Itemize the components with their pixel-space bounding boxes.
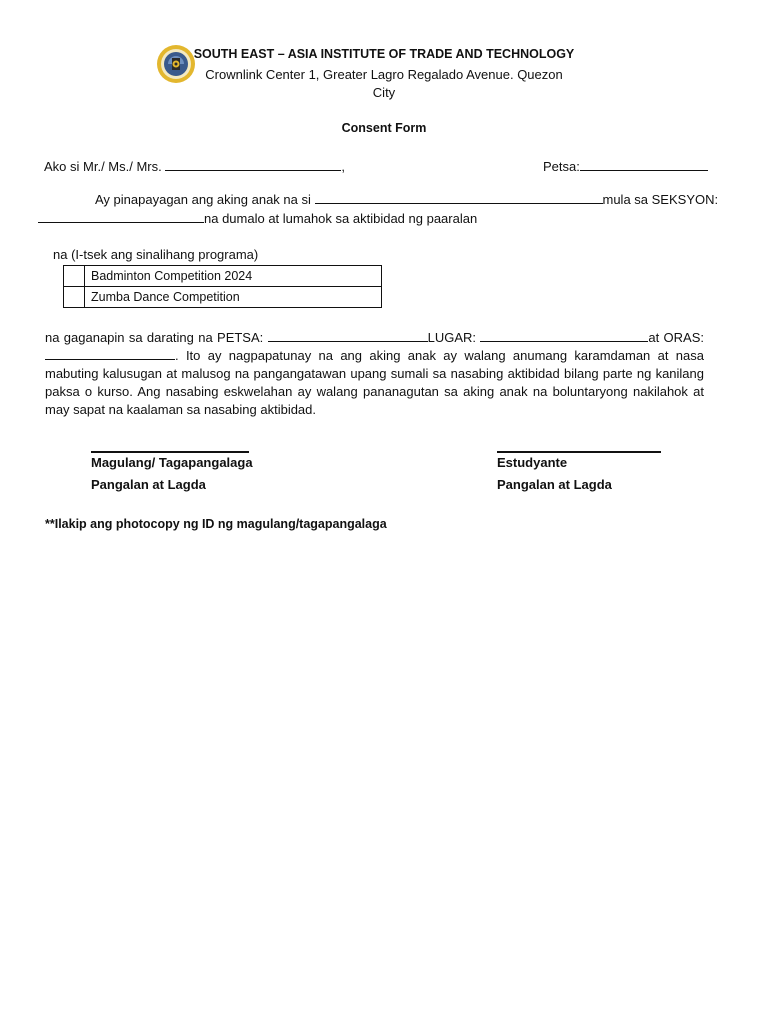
program-checkbox[interactable] <box>64 287 85 308</box>
parent-role-label: Magulang/ Tagapangalaga <box>91 455 253 470</box>
date-label: Petsa: <box>543 159 580 174</box>
form-title: Consent Form <box>341 121 427 135</box>
parent-signature-line[interactable] <box>91 451 249 453</box>
section-field[interactable] <box>38 210 204 223</box>
footnote: **Ilakip ang photocopy ng ID ng magulang/tagapangalaga <box>45 517 387 531</box>
program-row <box>64 266 382 287</box>
section-label: mula sa SEKSYON: <box>602 192 719 207</box>
time-field[interactable] <box>45 348 175 360</box>
program-checklist <box>63 265 382 308</box>
attend-line <box>38 210 477 226</box>
place-field[interactable] <box>480 330 648 342</box>
comma-text: , <box>341 159 345 174</box>
institution-address: Crownlink Center 1, Greater Lagro Regalado Avenue. Quezon City <box>205 67 563 100</box>
date-field[interactable] <box>580 158 708 171</box>
program-label: Badminton Competition 2024 <box>85 266 382 287</box>
event-date-field[interactable] <box>268 330 428 342</box>
student-caption-label: Pangalan at Lagda <box>497 477 612 492</box>
student-role-label: Estudyante <box>497 455 568 470</box>
parent-prefix-label: Ako si Mr./ Ms./ Mrs. <box>44 159 162 174</box>
child-name-field[interactable] <box>315 191 603 204</box>
parent-name-line <box>44 158 345 174</box>
parent-name-field[interactable] <box>165 158 341 171</box>
attend-label: na dumalo at lumahok sa aktibidad ng paaralan <box>204 211 478 226</box>
permission-line <box>95 191 718 207</box>
institution-name: SOUTH EAST – ASIA INSTITUTE OF TRADE AND TECHNOLOGY <box>193 47 575 61</box>
consent-paragraph <box>45 329 704 419</box>
permission-label: Ay pinapayagan ang aking anak na si <box>95 192 311 207</box>
place-label: LUGAR: <box>427 330 477 345</box>
date-line <box>543 158 708 174</box>
student-signature-line[interactable] <box>497 451 661 453</box>
para-body-text: . Ito ay nagpapatunay na ang aking anak ay walang anumang karamdaman at nasa mabuting kalusugan at malusog na pangangatawan upang sumali sa nasabing aktibidad bilang parte ng kanilang paksa o kurso. Ang nasabing eskwelahan ay walang pananagutan sa aking anak na boluntaryong nakilahok at may sapat na kaalaman sa nasabing aktibidad. <box>45 348 704 417</box>
program-label: Zumba Dance Competition <box>85 287 382 308</box>
program-checkbox[interactable] <box>64 266 85 287</box>
time-label: at ORAS: <box>648 330 704 345</box>
program-row <box>64 287 382 308</box>
para-lead-text: na gaganapin sa darating na PETSA: <box>45 330 264 345</box>
check-instruction: na (I-tsek ang sinalihang programa) <box>53 247 259 262</box>
parent-caption-label: Pangalan at Lagda <box>91 477 206 492</box>
